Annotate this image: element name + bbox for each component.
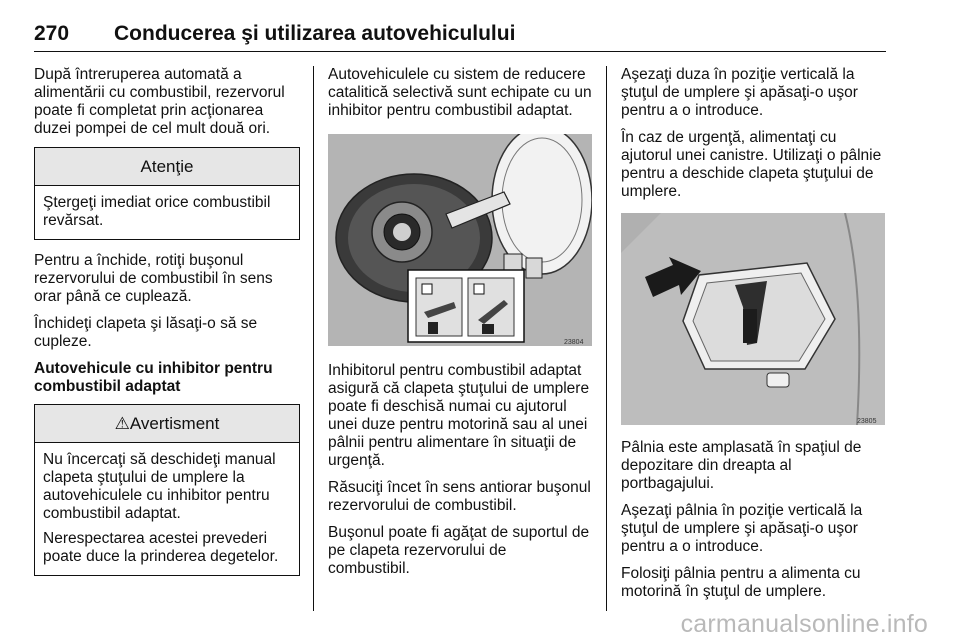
warning-box bbox=[34, 404, 300, 576]
fuel-flap-drawing bbox=[328, 134, 592, 346]
column-3 bbox=[621, 66, 887, 610]
column-1 bbox=[34, 66, 300, 588]
caution-title: Atenţie bbox=[35, 148, 299, 186]
warning-text-2: Nerespectarea acestei prevederi poate duce la prinderea degetelor. bbox=[43, 530, 279, 565]
hang-cap-paragraph: Buşonul poate fi agăţat de suportul de pe clapeta rezervorului de combustibil. bbox=[328, 524, 590, 577]
funnel-location-paragraph: Pâlnia este amplasată în spaţiul de depozitare din dreapta al portbagajului. bbox=[621, 439, 862, 492]
figure-code: 23804 bbox=[564, 339, 584, 346]
chapter-title: Conducerea şi utilizarea autovehiculului bbox=[114, 22, 516, 45]
warning-triangle-icon: ⚠ bbox=[114, 414, 130, 433]
column-2 bbox=[328, 66, 592, 587]
turn-cap-paragraph: Răsuciţi încet în sens antiorar buşonul rezervorului de combustibil. bbox=[328, 479, 591, 514]
funnel-refuel-paragraph: Folosiţi pâlnia pentru a alimenta cu motorină în ştuţul de umplere. bbox=[621, 565, 861, 600]
emergency-refuel-paragraph: În caz de urgenţă, alimentaţi cu ajutorul unei canistre. Utilizaţi o pâlnie pentru a deschide clapeta ştuţului de umplere. bbox=[621, 129, 882, 200]
close-flap-paragraph: Închideţi clapeta şi lăsaţi-o să se cupleze. bbox=[34, 315, 258, 350]
close-cap-paragraph: Pentru a închide, rotiţi buşonul rezervorului de combustibil în sens orar până ce cuplează. bbox=[34, 252, 273, 305]
warning-header bbox=[35, 405, 299, 443]
figure-code: 23805 bbox=[857, 418, 877, 425]
fuel-filler-flap-illustration bbox=[328, 134, 592, 346]
page-header bbox=[34, 22, 886, 52]
column-divider-1 bbox=[313, 66, 314, 611]
funnel-storage-illustration bbox=[621, 213, 885, 425]
column-divider-2 bbox=[606, 66, 607, 611]
page-number: 270 bbox=[34, 22, 70, 45]
nozzle-insert-paragraph: Aşezaţi duza în poziţie verticală la ştuţul de umplere şi apăsaţi-o uşor pentru a o introduce. bbox=[621, 66, 858, 119]
warning-title: Avertisment bbox=[129, 414, 220, 433]
inhibitor-description-paragraph: Inhibitorul pentru combustibil adaptat asigură că clapeta ştuţului de umplere poate fi deschisă numai cu ajutorul unei duze pentru motorină sau al unei pâlnii pentru alimentare în situaţii de urgenţă. bbox=[328, 362, 590, 469]
refuel-intro-paragraph: După întreruperea automată a alimentării cu combustibil, rezervorul poate fi completat prin acţionarea duzei pompei de cel mult două ori. bbox=[34, 66, 285, 137]
misfuel-inhibitor-subheading: Autovehicule cu inhibitor pentru combustibil adaptat bbox=[34, 360, 273, 395]
luggage-compartment-drawing bbox=[621, 213, 885, 425]
caution-box bbox=[34, 147, 300, 240]
caution-text: Ştergeţi imediat orice combustibil revărsat. bbox=[43, 194, 271, 229]
site-watermark: carmanualsonline.info bbox=[680, 610, 928, 638]
warning-text-1: Nu încercaţi să deschideţi manual clapeta ştuţului de umplere la autovehiculele cu inhibitor pentru combustibil adaptat. bbox=[43, 451, 276, 522]
scr-intro-paragraph: Autovehiculele cu sistem de reducere catalitică selectivă sunt echipate cu un inhibitor pentru combustibil adaptat. bbox=[328, 66, 592, 119]
funnel-insert-paragraph: Aşezaţi pâlnia în poziţie verticală la ştuţul de umplere şi apăsaţi-o uşor pentru a o introduce. bbox=[621, 502, 863, 555]
